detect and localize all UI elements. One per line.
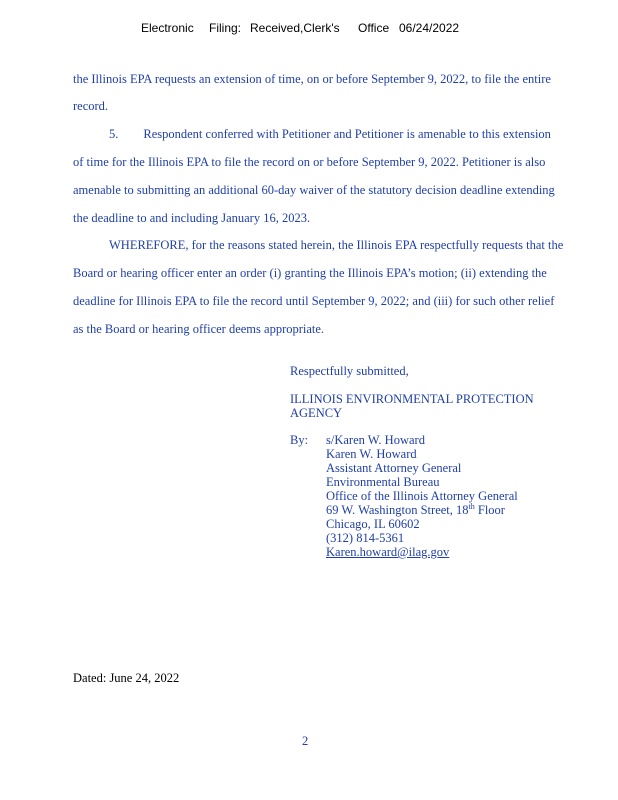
- city-state-zip: Chicago, IL 60602: [326, 517, 420, 531]
- body-line: amenable to submitting an additional 60-day waiver of the statutory decision deadline extending: [73, 183, 555, 197]
- body-line: the Illinois EPA requests an extension of time, on or before September 9, 2022, to file the entire: [73, 72, 551, 86]
- street-address: [326, 503, 518, 517]
- signature-block: [326, 433, 518, 559]
- header-received: Received,Clerk's: [250, 21, 340, 35]
- signature-closing: Respectfully submitted,: [290, 364, 409, 378]
- header-filing: Filing:: [209, 21, 242, 35]
- body-line: record.: [73, 99, 109, 113]
- wherefore-first-line: WHEREFORE, for the reasons stated herein, the Illinois EPA respectfully requests that the: [109, 238, 564, 252]
- attorney-title: Assistant Attorney General: [326, 461, 462, 475]
- by-label: By:: [290, 433, 309, 447]
- body-line: of time for the Illinois EPA to file the record on or before September 9, 2022. Petitioner is also: [73, 155, 546, 169]
- bureau: Environmental Bureau: [326, 475, 440, 489]
- org-line-2: AGENCY: [290, 406, 343, 420]
- floor-ordinal: th: [468, 501, 475, 511]
- body-line: as the Board or hearing officer deems appropriate.: [73, 322, 325, 336]
- body-line: Board or hearing officer enter an order (i) granting the Illinois EPA’s motion; (ii) extending the: [73, 266, 547, 280]
- street-text: 69 W. Washington Street, 18: [326, 503, 469, 517]
- header-electronic: Electronic: [141, 21, 194, 35]
- attorney-name: Karen W. Howard: [326, 447, 417, 461]
- body-line: the deadline to and including January 16, 2023.: [73, 211, 311, 225]
- body-line: deadline for Illinois EPA to file the record until September 9, 2022; and (iii) for such other relief: [73, 294, 555, 308]
- header-date: 06/24/2022: [399, 21, 460, 35]
- dated-line: Dated: June 24, 2022: [73, 671, 180, 685]
- floor-text: Floor: [474, 503, 505, 517]
- office-name: Office of the Illinois Attorney General: [326, 489, 518, 503]
- page-number: 2: [302, 734, 309, 748]
- signature-organization: [290, 392, 534, 420]
- header-office: Office: [358, 21, 390, 35]
- org-line-1: ILLINOIS ENVIRONMENTAL PROTECTION: [290, 392, 534, 406]
- signed-name: s/Karen W. Howard: [326, 433, 425, 447]
- email-link[interactable]: Karen.howard@ilag.gov: [326, 545, 450, 559]
- phone-number: (312) 814-5361: [326, 531, 405, 545]
- paragraph-5-first-line: 5. Respondent conferred with Petitioner and Petitioner is amenable to this extension: [109, 127, 551, 141]
